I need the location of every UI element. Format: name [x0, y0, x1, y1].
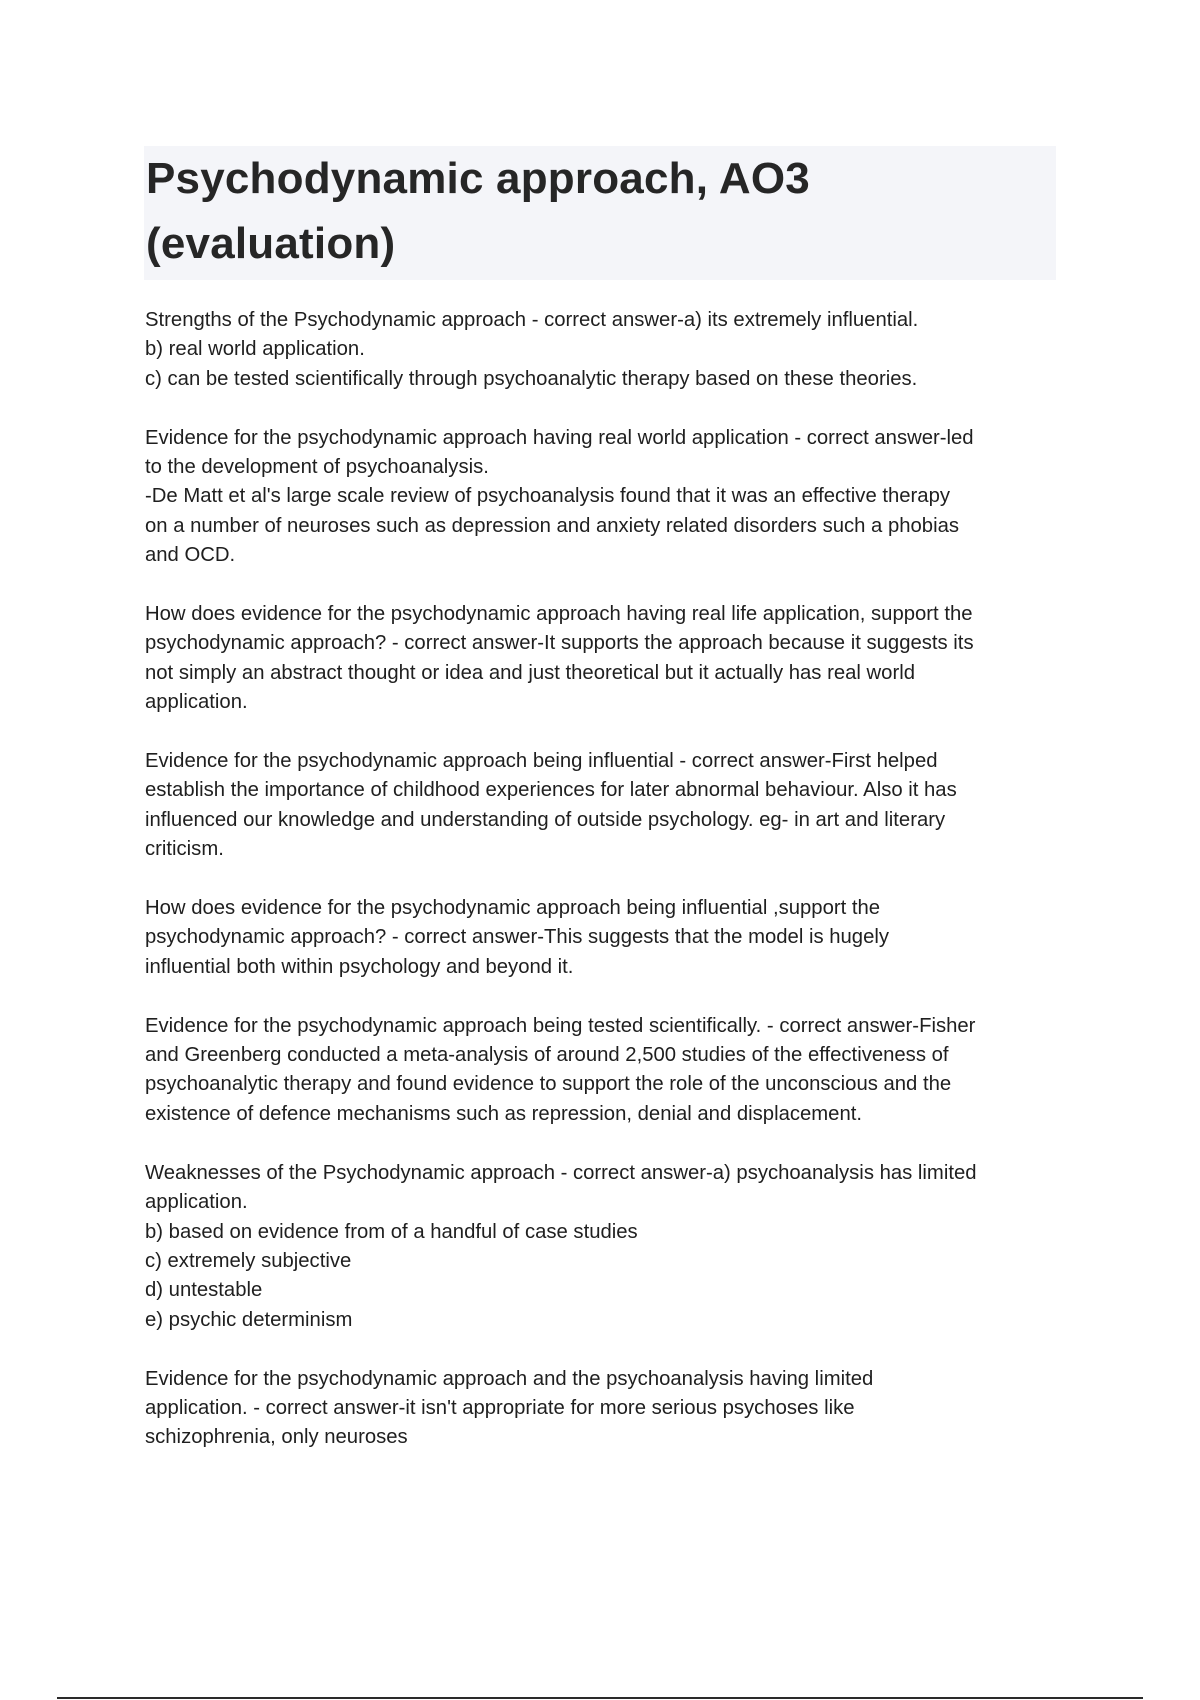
title-line: (evaluation): [146, 219, 396, 268]
text-line: influenced our knowledge and understanding of outside psychology. eg- in art and literary: [145, 808, 946, 831]
text-line: psychoanalytic therapy and found evidence to support the role of the unconscious and the: [145, 1073, 952, 1096]
text-line: influential both within psychology and beyond it.: [145, 955, 574, 978]
text-line: application.: [145, 691, 248, 714]
text-line: -De Matt et al's large scale review of psychoanalysis found that it was an effective therapy: [145, 485, 951, 508]
title-line: Psychodynamic approach, AO3: [146, 154, 810, 203]
qa-entry-strengths: [145, 306, 1065, 394]
text-line: Evidence for the psychodynamic approach and the psychoanalysis having limited: [145, 1367, 874, 1390]
text-line: Evidence for the psychodynamic approach having real world application - correct answer-led: [145, 426, 974, 449]
text-line: to the development of psychoanalysis.: [145, 456, 489, 479]
text-line: existence of defence mechanisms such as repression, denial and displacement.: [145, 1102, 863, 1125]
qa-entry-real-life-support: [145, 600, 1065, 718]
text-line: application. - correct answer-it isn't appropriate for more serious psychoses like: [145, 1396, 855, 1419]
text-line: schizophrenia, only neuroses: [145, 1426, 408, 1449]
qa-entry-influential-evidence: [145, 747, 1065, 865]
text-line: and OCD.: [145, 544, 236, 567]
text-line: How does evidence for the psychodynamic approach having real life application, support the: [145, 603, 973, 626]
text-line: e) psychic determinism: [145, 1308, 353, 1331]
qa-entry-weaknesses: [145, 1159, 1065, 1335]
text-line: application.: [145, 1191, 248, 1214]
page-bottom-rule: [57, 1697, 1143, 1699]
text-line: establish the importance of childhood experiences for later abnormal behaviour. Also it has: [145, 779, 957, 802]
text-line: Evidence for the psychodynamic approach being influential - correct answer-First helped: [145, 750, 938, 773]
text-line: Strengths of the Psychodynamic approach - correct answer-a) its extremely influential.: [145, 309, 919, 331]
text-line: Weaknesses of the Psychodynamic approach - correct answer-a) psychoanalysis has limited: [145, 1161, 977, 1184]
title-block: [144, 146, 1056, 280]
qa-entry-influential-support: [145, 894, 1065, 982]
text-line: psychodynamic approach? - correct answer-It supports the approach because it suggests its: [145, 632, 974, 655]
text-line: c) can be tested scientifically through psychoanalytic therapy based on these theories.: [145, 367, 918, 390]
text-line: and Greenberg conducted a meta-analysis of around 2,500 studies of the effectiveness of: [145, 1044, 949, 1067]
qa-entry-limited-application: [145, 1365, 1065, 1453]
text-line: b) real world application.: [145, 338, 365, 361]
page-title: [146, 146, 1056, 276]
qa-entry-real-world-evidence: [145, 424, 1065, 571]
text-line: on a number of neuroses such as depression and anxiety related disorders such a phobias: [145, 514, 960, 537]
text-line: Evidence for the psychodynamic approach being tested scientifically. - correct answer-Fisher: [145, 1014, 976, 1037]
text-line: d) untestable: [145, 1279, 263, 1302]
text-line: b) based on evidence from of a handful of case studies: [145, 1220, 638, 1243]
text-line: criticism.: [145, 838, 224, 861]
text-line: not simply an abstract thought or idea and just theoretical but it actually has real world: [145, 661, 915, 684]
text-line: c) extremely subjective: [145, 1249, 352, 1272]
text-line: How does evidence for the psychodynamic approach being influential ,support the: [145, 897, 881, 920]
document-body: [145, 306, 1065, 1482]
text-line: psychodynamic approach? - correct answer-This suggests that the model is hugely: [145, 926, 890, 949]
qa-entry-scientific-evidence: [145, 1012, 1065, 1130]
